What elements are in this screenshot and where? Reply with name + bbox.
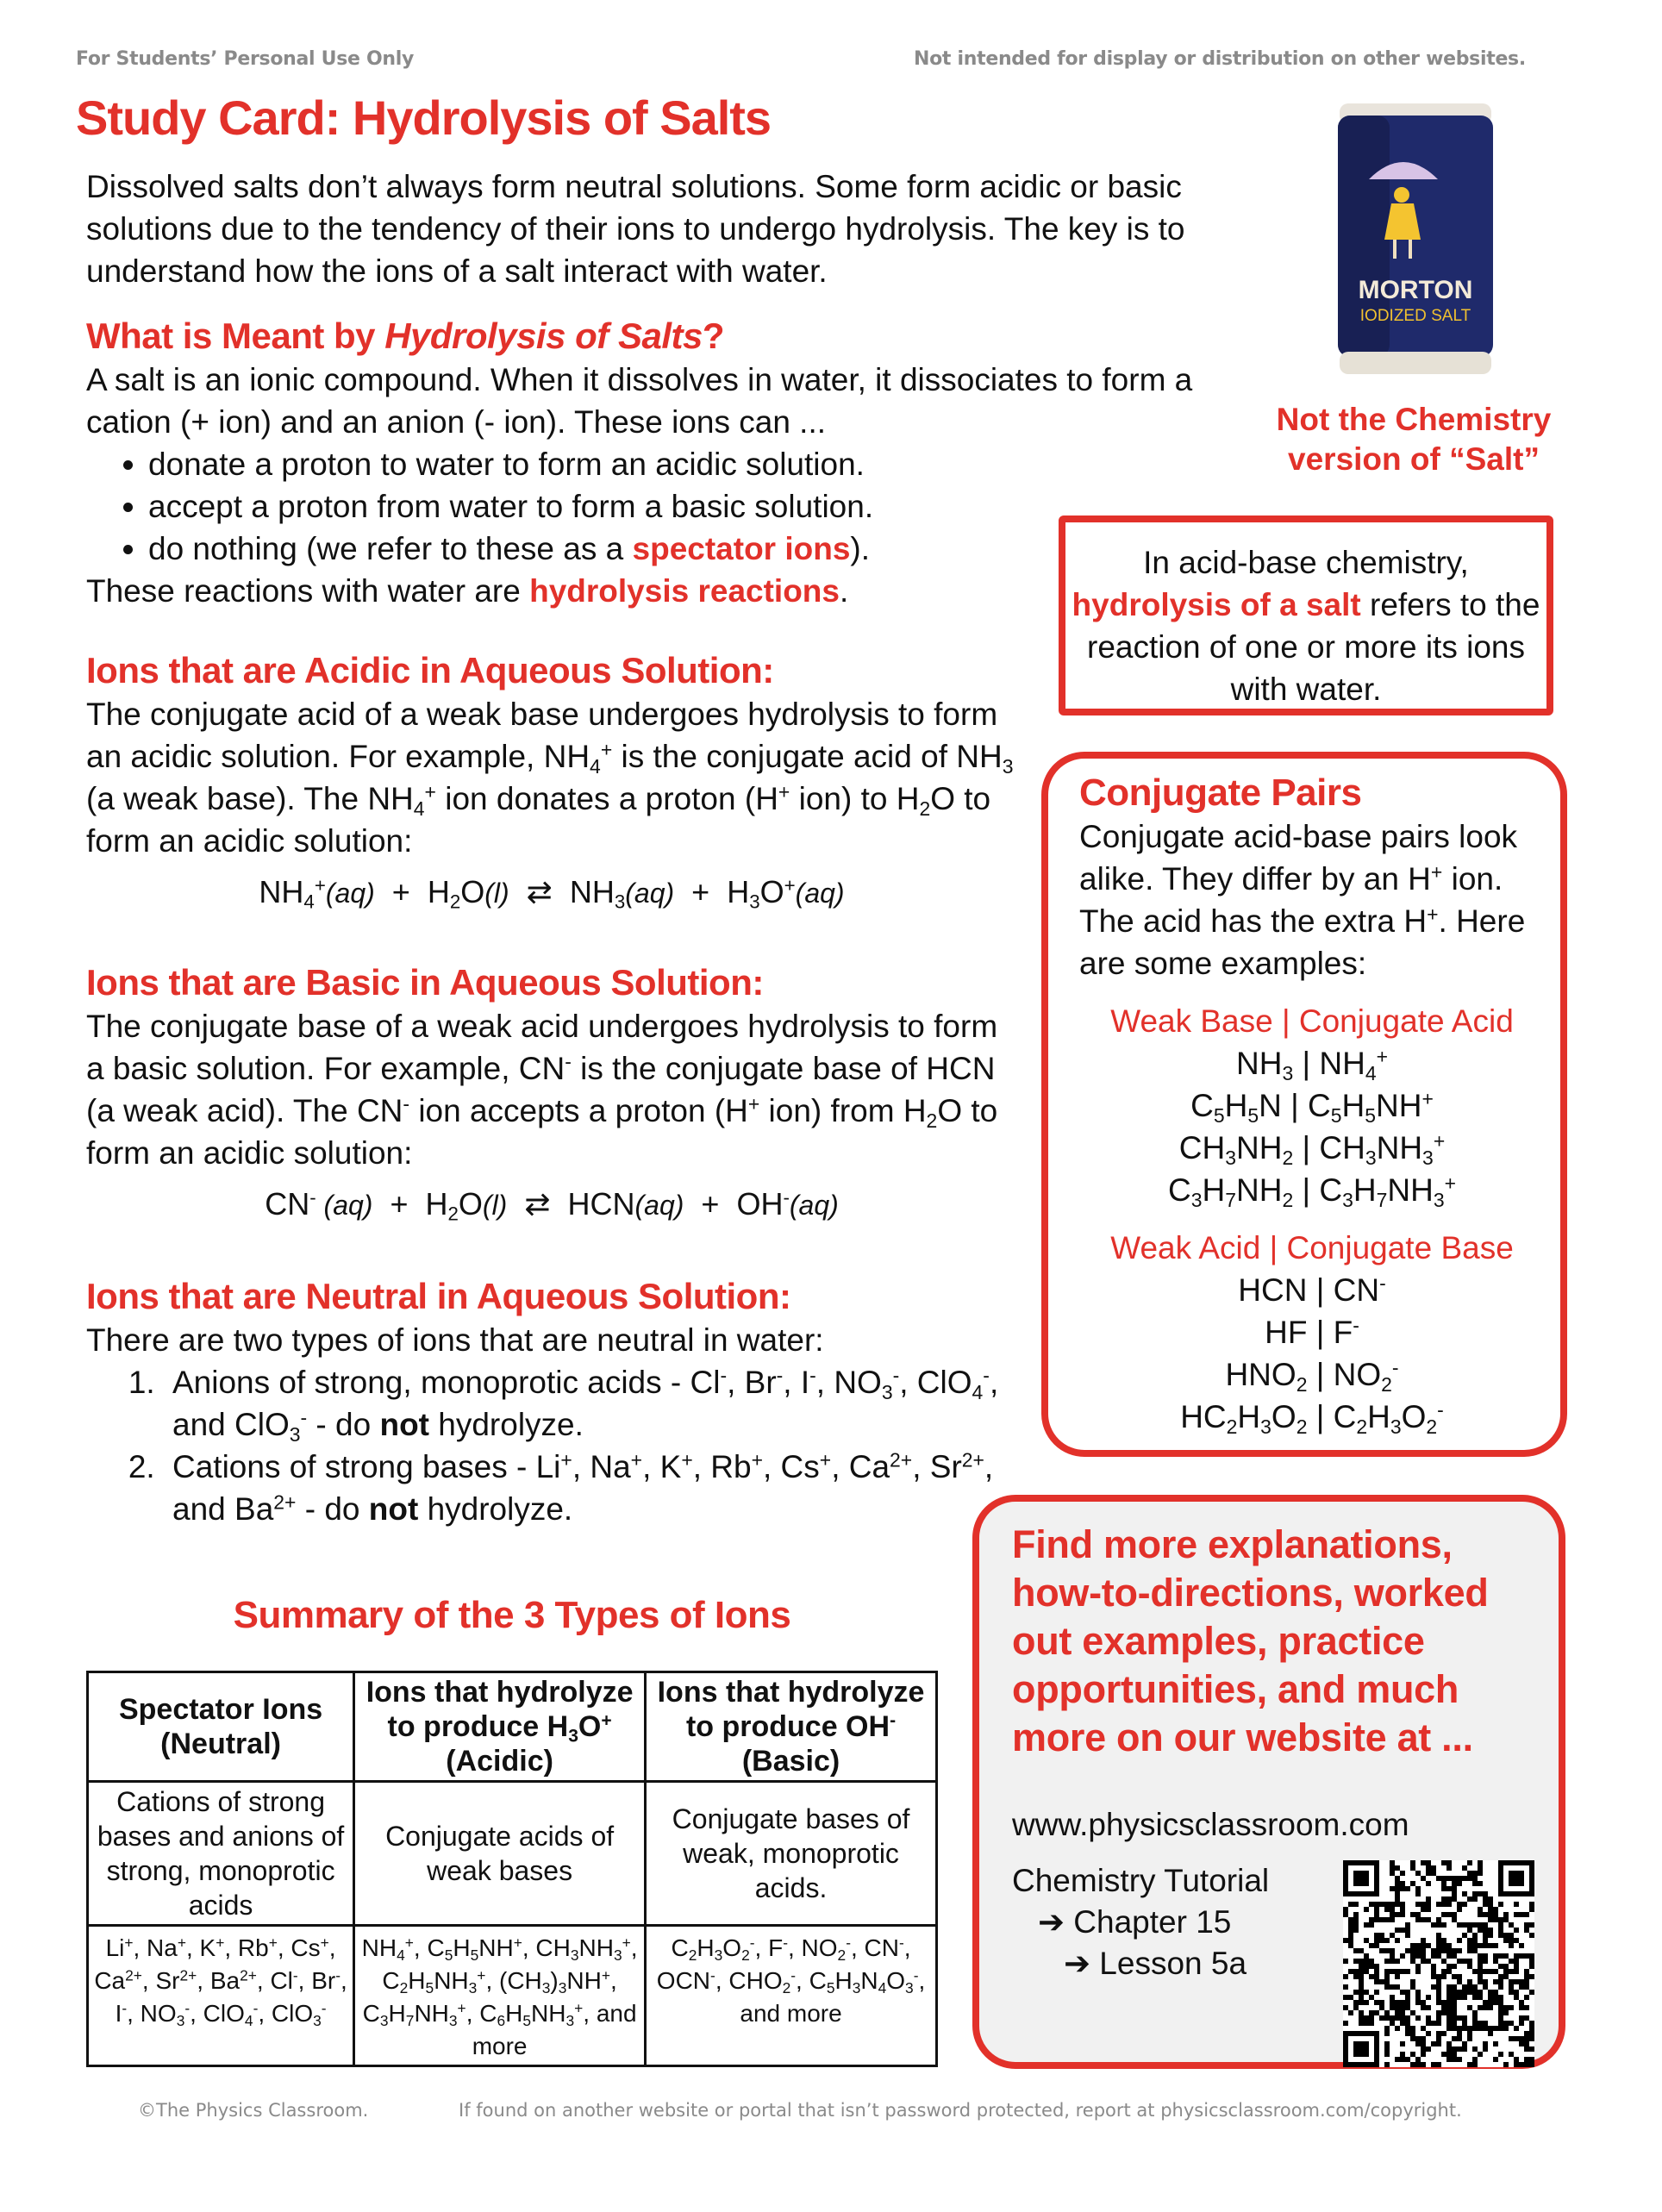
pair-row: $C_3H_7NH_2$ | $C_3H_7NH_3^+$ [1167, 1172, 1456, 1211]
closing-sentence [86, 570, 1207, 612]
website-link[interactable]: www.physicsclassroom.com [1012, 1807, 1409, 1842]
subscript: 4 [303, 890, 315, 913]
basic-equation: CN- $(aq) + H_2O(l)$ ⇄ HCN(aq) + OH-(aq) [265, 1186, 839, 1225]
superscript: + [819, 1448, 832, 1472]
page-title: Study Card: Hydrolysis of Salts [76, 91, 772, 145]
distribution-note: Not intended for display or distribution on other websites. [914, 48, 1526, 70]
list-text: ). [850, 531, 871, 566]
superscript: + [574, 1999, 584, 2017]
superscript: - [309, 1186, 316, 1209]
list-item [148, 528, 1207, 570]
copyright-notice: If found on another website or portal that isn’t password protected, report at physicsclassroom.com/copyright. [459, 2100, 1462, 2121]
subscript: 2 [1296, 1372, 1308, 1396]
superscript: - [890, 1710, 897, 1731]
closing-text: . [840, 573, 849, 609]
highlight-term: hydrolysis of a salt [1072, 587, 1361, 622]
superscript: + [177, 1934, 186, 1952]
summary-table [86, 1671, 938, 2067]
superscript: - [403, 1092, 410, 1115]
highlight-term: hydrolysis reactions [529, 573, 840, 609]
table-row [88, 1782, 937, 1926]
subscript: 3 [1433, 1188, 1445, 1211]
subscript: 7 [405, 2012, 415, 2030]
subscript: 2 [837, 1946, 847, 1965]
closing-text: These reactions with water are [86, 573, 530, 609]
superscript: - [783, 1186, 790, 1209]
subscript: 5 [1330, 1103, 1342, 1127]
superscript: 2+ [179, 1966, 197, 1984]
section-basic [86, 960, 1017, 1225]
conjugate-pairs-paragraph: Conjugate acid-base pairs look alike. They differ by an H+ ion. The acid has the extra H+. Here are some examples: [1079, 819, 1526, 981]
subscript: 3 [613, 1946, 622, 1965]
subscript: 4 [244, 2012, 253, 2030]
table-cell: Conjugate acids of weak bases [354, 1782, 646, 1926]
superscript: 2+ [890, 1448, 913, 1472]
subscript: 3 [541, 1979, 551, 1997]
italic-text: (l) [484, 878, 509, 909]
subscript: 5 [1213, 1103, 1225, 1127]
subscript: 3 [1190, 1188, 1203, 1211]
superscript: + [1427, 903, 1439, 926]
subscript: 2 [399, 1979, 409, 1997]
subscript: 2 [1426, 1415, 1438, 1438]
superscript: - [565, 1050, 572, 1073]
meaning-paragraph: A salt is an ionic compound. When it dissolves in water, it dissociates to form a cation (+ ion) and an anion (- ion). These ions can ... [86, 362, 1193, 440]
product-label: IODIZED SALT [1359, 307, 1471, 325]
neutral-paragraph: There are two types of ions that are neutral in water: [86, 1322, 824, 1358]
superscript: + [477, 1966, 486, 1984]
superscript: - [776, 1364, 784, 1387]
list-item: • donate a proton to water to form an acidic solution. [148, 443, 1207, 485]
section-meaning [86, 314, 1207, 612]
superscript: + [601, 1710, 612, 1731]
superscript: 2+ [125, 1966, 142, 1984]
superscript: + [601, 1966, 610, 1984]
subscript: 3 [1422, 1146, 1434, 1169]
summary-heading: Summary of the 3 Types of Ions [233, 1594, 791, 1636]
subscript: 5 [470, 1946, 479, 1965]
subscript: 3 [565, 2012, 575, 2030]
subscript: 3 [1342, 1188, 1353, 1211]
subscript: 5 [522, 2012, 532, 2030]
superscript: + [513, 1934, 522, 1952]
subscript: 2 [1282, 1146, 1294, 1169]
superscript: + [320, 1934, 329, 1952]
subscript: 2 [782, 1979, 791, 1997]
arrow-right-icon: ➔ [1064, 1946, 1091, 1981]
copyright-note: ©The Physics Classroom. [138, 2100, 369, 2121]
lesson-label: Lesson 5a [1099, 1946, 1247, 1981]
table-cell: Li+, Na+, K+, Rb+, Cs+, $Ca^{2+}$, $Sr^{2+}$, $Ba^{2+}$, Cl-, Br-, I-, $NO_3^-$, ClO$_4$-, ClO$_3$- [88, 1926, 354, 2066]
chapter-label: Chapter 15 [1073, 1904, 1232, 1940]
list-item: 1. Anions of strong, monoprotic acids - Cl-, Br-, I-, $NO_3^-$, ClO$_4$-, and ClO$_3$- - do not hydrolyze. [164, 1361, 1017, 1446]
superscript: 2+ [961, 1448, 984, 1472]
superscript: - [300, 1406, 308, 1429]
superscript: + [424, 780, 436, 803]
italic-text: (aq) [316, 1190, 373, 1221]
column-header-spectator: Spectator Ions (Neutral) [88, 1672, 354, 1782]
subscript: 3 [749, 890, 760, 913]
subscript: 6 [497, 2012, 506, 2030]
weak-acid-pairs [1079, 1227, 1545, 1438]
definition-box [1059, 516, 1553, 715]
subscript: 3 [1002, 754, 1014, 778]
superscript: - [1391, 1356, 1399, 1379]
italic-text: (aq) [325, 878, 375, 909]
section-acidic [86, 648, 1017, 913]
subscript: 2 [919, 797, 931, 820]
ion-behavior-list [86, 443, 1207, 570]
conjugate-pairs-box [1041, 752, 1567, 1457]
superscript: - [898, 1934, 904, 1952]
pair-row: $C_5H_5N$ | $C_5H_5NH^+$ [1190, 1087, 1434, 1127]
subscript: 5 [826, 1979, 835, 1997]
superscript: - [710, 1966, 715, 1984]
subscript: 3 [379, 2012, 389, 2030]
pair-row: $CH_3NH_2$ | $CH_3NH_3^+$ [1178, 1129, 1446, 1169]
subscript: 3 [448, 2012, 458, 2030]
subscript: 2 [1282, 1188, 1294, 1211]
column-header-basic: Ions that hydrolyze to produce OH- (Basic) [646, 1672, 937, 1782]
superscript: + [751, 1448, 763, 1472]
subscript: 3 [714, 1946, 723, 1965]
superscript: + [747, 1092, 760, 1115]
subscript: 4 [397, 1946, 405, 1965]
subscript: 2 [1226, 1415, 1238, 1438]
subscript: 5 [1365, 1103, 1377, 1127]
superscript: - [1437, 1398, 1444, 1422]
superscript: - [122, 1999, 128, 2017]
bold-text: not [379, 1407, 429, 1442]
superscript: 2+ [240, 1966, 257, 1984]
italic-text: (aq) [634, 1190, 684, 1221]
pair-row: $HC_2H_3O_2$ | $C_2H_3O_2^-$ [1180, 1398, 1444, 1438]
subscript: 3 [881, 1380, 893, 1403]
subscript: 4 [878, 1979, 887, 1997]
superscript: - [913, 1966, 919, 1984]
subscript: 3 [614, 890, 626, 913]
italic-text: (l) [482, 1190, 508, 1221]
bold-text: not [368, 1491, 419, 1527]
heading-emphasis: Hydrolysis of Salts [384, 316, 703, 356]
table-row [88, 1926, 937, 2066]
list-item: 2. Cations of strong bases - Li+, Na+, K+, Rb+, Cs+, $Ca^{2+}$, $Sr^{2+}$, and $Ba^{2+}$ - do not hydrolyze. [164, 1446, 1017, 1530]
table-cell: $NH_4^+$, $C_5H_5NH^+$, $CH_3NH_3^+$, $C_2H_5NH_3^+$, $(CH_3)_3NH^+$, $C_3H_7NH_3^+$, $C_6H_5NH_3^+$, and more [354, 1926, 646, 2066]
promo-text: Find more explanations, how-to-directions, worked out examples, practice opportunities, and much more on our website at ... [1012, 1522, 1489, 1759]
table-header-row [88, 1672, 937, 1782]
subscript: 4 [972, 1380, 984, 1403]
subscript: 4 [590, 754, 601, 778]
pair-row: $HNO_2$ | $NO_2^-$ [1225, 1356, 1399, 1396]
image-caption: Not the Chemistry version of “Salt” [1276, 402, 1552, 477]
superscript: - [720, 1364, 728, 1387]
subscript: 2 [447, 1203, 459, 1225]
pair-row: HCN | CN- [1238, 1272, 1386, 1308]
section-heading [86, 314, 1207, 359]
superscript: + [216, 1934, 225, 1952]
subscript: 3 [558, 1979, 567, 1997]
subscript: 3 [1260, 1415, 1271, 1438]
superscript: + [1444, 1172, 1456, 1195]
subscript: 4 [413, 797, 425, 820]
italic-text: (aq) [625, 878, 675, 909]
superscript: + [560, 1448, 572, 1472]
definition-rest: refers to the reaction of one or more its ions with water. [1087, 587, 1540, 707]
table-cell: Cations of strong bases and anions of strong, monoprotic acids [88, 1782, 354, 1926]
superscript: - [749, 1934, 755, 1952]
section-heading: Ions that are Basic in Aqueous Solution: [86, 962, 764, 1003]
superscript: + [268, 1934, 278, 1952]
list-item: • accept a proton from water to form a basic solution. [148, 485, 1207, 528]
superscript: + [778, 780, 790, 803]
superscript: + [622, 1934, 631, 1952]
superscript: + [1430, 860, 1443, 884]
superscript: - [253, 1999, 259, 2017]
superscript: + [1433, 1129, 1446, 1153]
personal-use-note: For Students’ Personal Use Only [76, 48, 415, 70]
section-heading: Ions that are Neutral in Aqueous Solution: [86, 1276, 791, 1316]
subscript: 7 [1225, 1188, 1236, 1211]
superscript: + [784, 874, 796, 897]
heading-text: ? [702, 316, 724, 356]
subscript: 2 [688, 1946, 697, 1965]
subscript: 3 [1282, 1061, 1294, 1084]
superscript: - [1379, 1272, 1386, 1295]
superscript: - [846, 1934, 851, 1952]
section-heading: Ions that are Acidic in Aqueous Solution: [86, 650, 774, 690]
definition-text: In acid-base chemistry, [1143, 545, 1469, 580]
basic-paragraph: The conjugate base of a weak acid undergoes hydrolysis to form a basic solution. For example, CN- is the conjugate base of HCN (a weak acid). The CN- ion accepts a proton (H+ ion) from $H_2O$ to form an acidic solution: [86, 1009, 998, 1171]
pairs-header: Weak Acid | Conjugate Base [1110, 1230, 1514, 1265]
subscript: 5 [1247, 1103, 1259, 1127]
tutorial-label: Chemistry Tutorial [1012, 1863, 1270, 1898]
pair-row: HF | F- [1265, 1314, 1359, 1350]
neutral-ion-list [86, 1361, 1017, 1530]
highlight-term: spectator ions [632, 531, 851, 566]
subscript: 2 [1296, 1415, 1308, 1438]
superscript: - [321, 1999, 327, 2017]
subscript: 5 [444, 1946, 453, 1965]
acidic-paragraph: The conjugate acid of a weak base undergoes hydrolysis to form an acidic solution. For example, $NH_4^+$ is the conjugate acid of $NH_3$ (a weak base). The $NH_4^+$ ion donates a proton (H+ ion) to $H_2O$ to form an acidic solution: [86, 697, 1014, 859]
salt-canister-image [1334, 102, 1496, 378]
pair-row: $NH_3$ | $NH_4^+$ [1235, 1045, 1388, 1084]
subscript: 3 [1390, 1415, 1402, 1438]
conjugate-pairs-heading: Conjugate Pairs [1079, 772, 1362, 814]
table-cell: Conjugate bases of weak, monoprotic acids. [646, 1782, 937, 1926]
superscript: + [681, 1448, 693, 1472]
superscript: - [335, 1966, 341, 1984]
subscript: 2 [926, 1109, 938, 1132]
subscript: 2 [741, 1946, 750, 1965]
definition-text [1065, 584, 1546, 710]
pairs-header: Weak Base | Conjugate Acid [1110, 1003, 1514, 1039]
subscript: 3 [1365, 1146, 1377, 1169]
superscript: - [1353, 1314, 1359, 1337]
brand-label: MORTON [1358, 276, 1473, 304]
subscript: 2 [1356, 1415, 1368, 1438]
list-text: do nothing (we refer to these as a [148, 531, 633, 566]
superscript: - [892, 1364, 900, 1387]
superscript: + [630, 1448, 643, 1472]
acidic-equation: $NH_4^+(aq) + H_2O(l)$ ⇄ $NH_3(aq) + H_3O^+(aq)$ [259, 874, 845, 913]
subscript: 2 [1381, 1372, 1392, 1396]
superscript: 2+ [273, 1490, 297, 1514]
superscript: + [314, 874, 326, 897]
subscript: 3 [568, 1726, 578, 1746]
arrow-right-icon: ➔ [1038, 1904, 1065, 1940]
superscript: - [983, 1364, 990, 1387]
superscript: + [124, 1934, 134, 1952]
superscript: + [1421, 1087, 1434, 1110]
heading-text: What is Meant by [86, 316, 385, 356]
superscript: - [184, 1999, 191, 2017]
qr-code-icon[interactable] [1343, 1860, 1534, 2067]
weak-base-pairs [1079, 1000, 1545, 1211]
subscript: 3 [852, 1979, 861, 1997]
subscript: 2 [449, 890, 461, 913]
subscript: 3 [570, 1946, 579, 1965]
section-neutral [86, 1274, 1017, 1530]
subscript: 3 [289, 1422, 301, 1446]
subscript: 3 [905, 1979, 914, 1997]
subscript: 3 [1225, 1146, 1236, 1169]
intro-paragraph: Dissolved salts don’t always form neutral solutions. Some form acidic or basic solutions due to the tendency of their ions to undergo hydrolysis. The key is to understand how the ions of a salt interact with water. [86, 169, 1185, 289]
subscript: 3 [468, 1979, 478, 1997]
superscript: + [600, 738, 613, 761]
subscript: 3 [313, 2012, 322, 2030]
superscript: + [1376, 1045, 1388, 1068]
superscript: - [292, 1966, 298, 1984]
superscript: + [457, 1999, 466, 2017]
subscript: 4 [1365, 1061, 1377, 1084]
superscript: - [783, 1934, 788, 1952]
subscript: 5 [425, 1979, 434, 1997]
superscript: - [809, 1364, 816, 1387]
subscript: 7 [1376, 1188, 1388, 1211]
table-cell: $C_2H_3O_2^-$, F-, $NO_2^-$, CN-, OCN-, $CHO_2^-$, $C_5H_3N_4O_3^-$, and more [646, 1926, 937, 2066]
column-header-acidic: Ions that hydrolyze to produce $H_3O^+$ (Acidic) [354, 1672, 646, 1782]
italic-text: (aq) [795, 878, 845, 909]
superscript: + [404, 1934, 414, 1952]
subscript: 3 [176, 2012, 185, 2030]
superscript: - [790, 1966, 797, 1984]
italic-text: (aq) [789, 1190, 839, 1221]
